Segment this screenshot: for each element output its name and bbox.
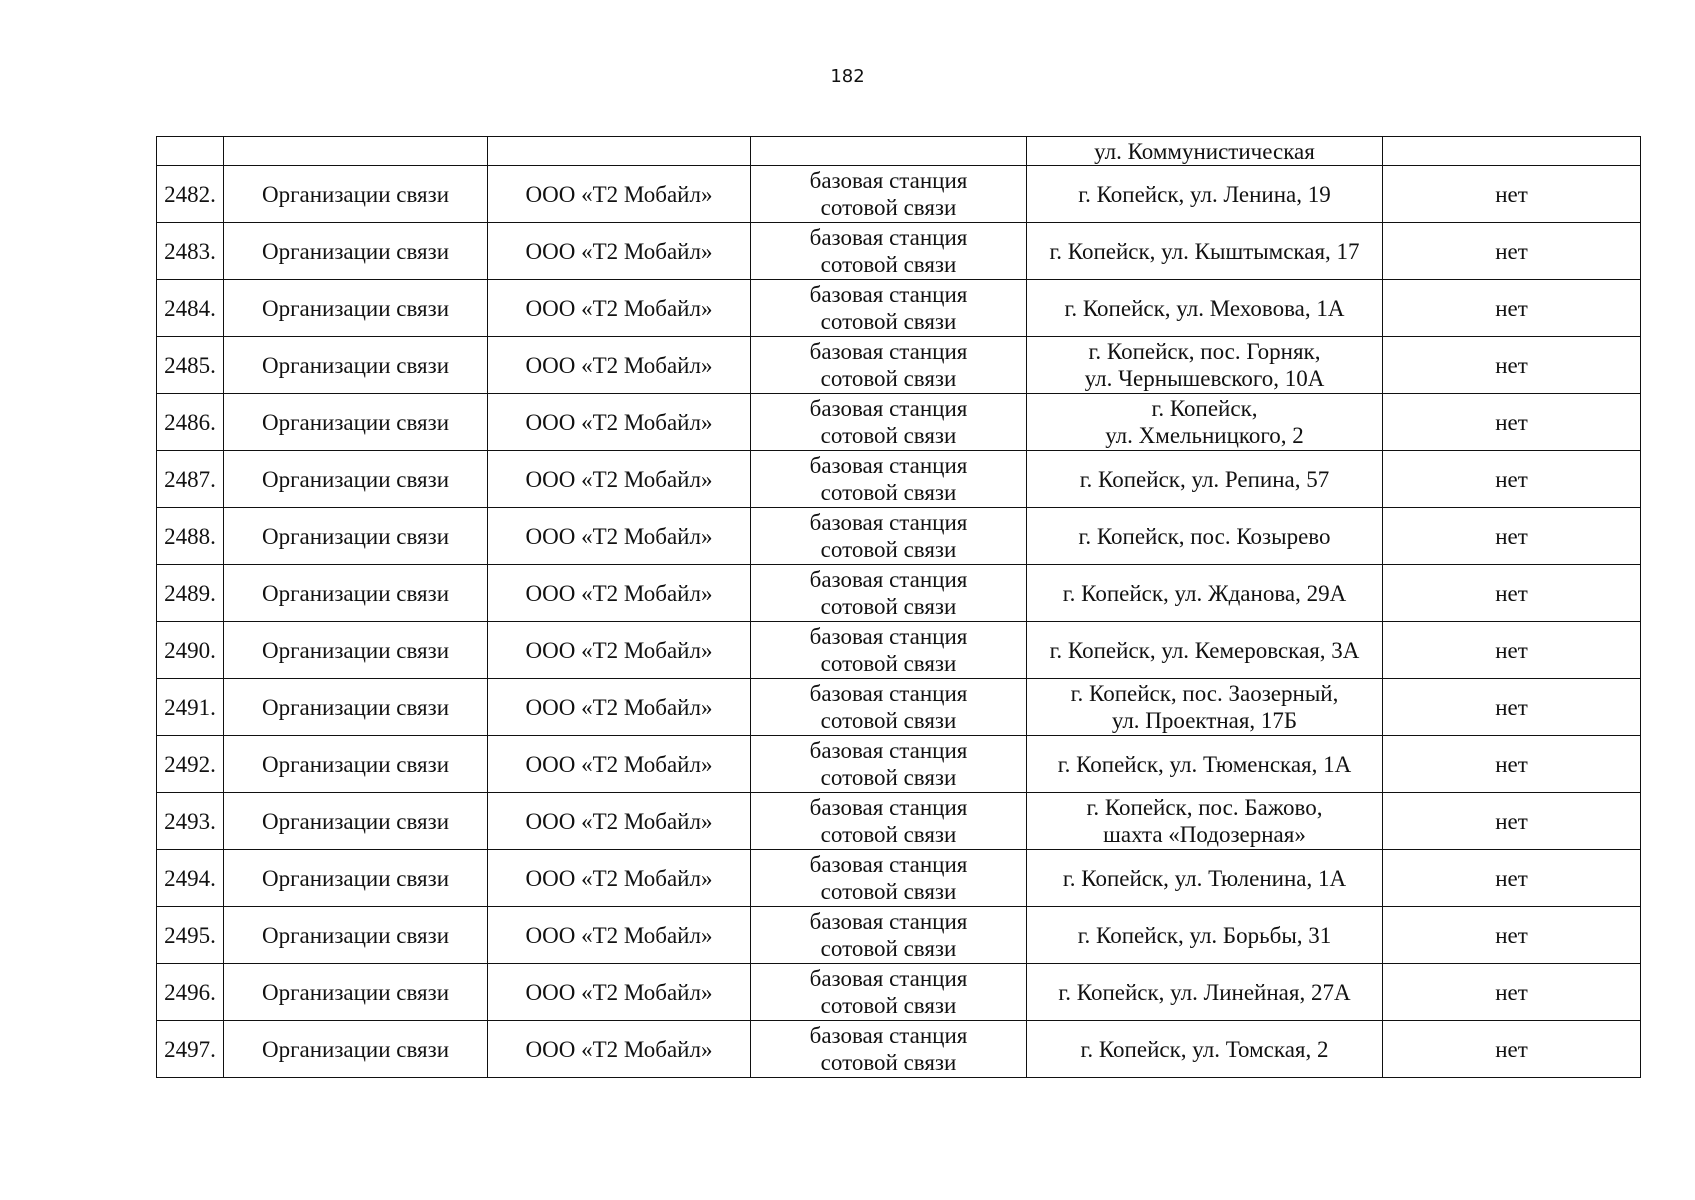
object-type-cell	[751, 793, 1027, 850]
table-row	[157, 622, 1641, 679]
category-cell: Организации связи	[224, 622, 488, 679]
address-cell	[1027, 223, 1383, 280]
address-line-1: г. Копейск, ул. Кемеровская, 3А	[1049, 637, 1360, 663]
row-number-cell: 2488.	[157, 508, 224, 565]
row-number-cell: 2491.	[157, 679, 224, 736]
address-line-1: г. Копейск, ул. Тюленина, 1А	[1062, 865, 1347, 891]
address-line-2: ул. Хмельницкого, 2	[1105, 423, 1304, 448]
status-cell: нет	[1383, 793, 1641, 850]
address-line-1: г. Копейск, пос. Горняк,	[1088, 339, 1321, 364]
status-cell: нет	[1383, 1021, 1641, 1078]
object-type-cell	[751, 451, 1027, 508]
category-cell: Организации связи	[224, 565, 488, 622]
object-type-cell	[751, 850, 1027, 907]
row-number-cell: 2492.	[157, 736, 224, 793]
address-cell	[1027, 394, 1383, 451]
address-line-2: шахта «Подозерная»	[1103, 822, 1306, 847]
address-line-1: г. Копейск, ул. Меховова, 1А	[1064, 295, 1345, 321]
object-type-cell	[751, 907, 1027, 964]
status-cell: нет	[1383, 622, 1641, 679]
object-type-line-1: базовая станция	[809, 396, 968, 421]
object-type-cell	[751, 622, 1027, 679]
address-cell	[1027, 337, 1383, 394]
category-cell: Организации связи	[224, 394, 488, 451]
address-line-2: ул. Чернышевского, 10А	[1084, 366, 1325, 391]
continuation-num-cell	[157, 137, 224, 166]
table-row	[157, 1021, 1641, 1078]
row-number-cell: 2486.	[157, 394, 224, 451]
category-cell: Организации связи	[224, 508, 488, 565]
organization-cell: ООО «Т2 Мобайл»	[488, 166, 751, 223]
table-row	[157, 679, 1641, 736]
status-cell: нет	[1383, 964, 1641, 1021]
object-type-line-2: сотовой связи	[820, 708, 957, 733]
row-number-cell: 2487.	[157, 451, 224, 508]
status-cell: нет	[1383, 508, 1641, 565]
address-cell	[1027, 565, 1383, 622]
status-cell: нет	[1383, 280, 1641, 337]
object-type-line-2: сотовой связи	[820, 423, 957, 448]
continuation-address-cell: ул. Коммунистическая	[1027, 137, 1383, 166]
address-cell	[1027, 508, 1383, 565]
object-type-line-1: базовая станция	[809, 852, 968, 877]
table-row	[157, 280, 1641, 337]
table-row	[157, 736, 1641, 793]
status-cell: нет	[1383, 850, 1641, 907]
address-line-1: г. Копейск, пос. Козырево	[1078, 523, 1331, 549]
object-type-line-1: базовая станция	[809, 510, 968, 535]
object-type-line-1: базовая станция	[809, 966, 968, 991]
category-cell: Организации связи	[224, 850, 488, 907]
object-type-cell	[751, 964, 1027, 1021]
address-line-1: г. Копейск, ул. Ленина, 19	[1078, 181, 1331, 207]
object-type-line-2: сотовой связи	[820, 480, 957, 505]
object-type-cell	[751, 337, 1027, 394]
continuation-object-cell	[751, 137, 1027, 166]
registry-table-body	[157, 137, 1641, 1078]
status-cell: нет	[1383, 907, 1641, 964]
category-cell: Организации связи	[224, 964, 488, 1021]
organization-cell: ООО «Т2 Мобайл»	[488, 508, 751, 565]
category-cell: Организации связи	[224, 280, 488, 337]
object-type-line-1: базовая станция	[809, 624, 968, 649]
address-line-1: г. Копейск, пос. Заозерный,	[1070, 681, 1339, 706]
continuation-status-cell	[1383, 137, 1641, 166]
row-number-cell: 2495.	[157, 907, 224, 964]
organization-cell: ООО «Т2 Мобайл»	[488, 451, 751, 508]
object-type-line-1: базовая станция	[809, 168, 968, 193]
row-number-cell: 2482.	[157, 166, 224, 223]
object-type-line-1: базовая станция	[809, 795, 968, 820]
object-type-cell	[751, 1021, 1027, 1078]
address-cell	[1027, 850, 1383, 907]
organization-cell: ООО «Т2 Мобайл»	[488, 280, 751, 337]
page-number: 182	[830, 66, 865, 87]
address-cell	[1027, 280, 1383, 337]
object-type-cell	[751, 223, 1027, 280]
row-number-cell: 2490.	[157, 622, 224, 679]
object-type-cell	[751, 736, 1027, 793]
row-number-cell: 2485.	[157, 337, 224, 394]
organization-cell: ООО «Т2 Мобайл»	[488, 793, 751, 850]
category-cell: Организации связи	[224, 451, 488, 508]
row-number-cell: 2493.	[157, 793, 224, 850]
organization-cell: ООО «Т2 Мобайл»	[488, 622, 751, 679]
continuation-row	[157, 137, 1641, 166]
category-cell: Организации связи	[224, 907, 488, 964]
object-type-cell	[751, 565, 1027, 622]
object-type-line-1: базовая станция	[809, 567, 968, 592]
table-row	[157, 451, 1641, 508]
organization-cell: ООО «Т2 Мобайл»	[488, 565, 751, 622]
table-row	[157, 508, 1641, 565]
address-line-1: г. Копейск, ул. Репина, 57	[1079, 466, 1330, 492]
object-type-line-2: сотовой связи	[820, 651, 957, 676]
address-line-1: г. Копейск, ул. Кыштымская, 17	[1049, 238, 1360, 264]
object-type-line-1: базовая станция	[809, 681, 968, 706]
address-cell	[1027, 964, 1383, 1021]
organization-cell: ООО «Т2 Мобайл»	[488, 679, 751, 736]
object-type-cell	[751, 166, 1027, 223]
address-line-1: г. Копейск, пос. Бажово,	[1086, 795, 1323, 820]
object-type-line-1: базовая станция	[809, 909, 968, 934]
status-cell: нет	[1383, 337, 1641, 394]
object-type-line-2: сотовой связи	[820, 366, 957, 391]
address-line-2: ул. Проектная, 17Б	[1111, 708, 1298, 733]
table-row	[157, 964, 1641, 1021]
address-cell	[1027, 451, 1383, 508]
status-cell: нет	[1383, 451, 1641, 508]
object-type-line-1: базовая станция	[809, 225, 968, 250]
category-cell: Организации связи	[224, 166, 488, 223]
category-cell: Организации связи	[224, 223, 488, 280]
organization-cell: ООО «Т2 Мобайл»	[488, 736, 751, 793]
row-number-cell: 2483.	[157, 223, 224, 280]
registry-table	[156, 136, 1641, 1078]
object-type-line-1: базовая станция	[809, 738, 968, 763]
address-cell	[1027, 622, 1383, 679]
continuation-organization-cell	[488, 137, 751, 166]
address-cell	[1027, 166, 1383, 223]
status-cell: нет	[1383, 736, 1641, 793]
organization-cell: ООО «Т2 Мобайл»	[488, 1021, 751, 1078]
row-number-cell: 2497.	[157, 1021, 224, 1078]
address-line-1: г. Копейск, ул. Томская, 2	[1080, 1036, 1329, 1062]
table-row	[157, 394, 1641, 451]
object-type-line-2: сотовой связи	[820, 822, 957, 847]
object-type-cell	[751, 508, 1027, 565]
table-row	[157, 223, 1641, 280]
object-type-cell	[751, 679, 1027, 736]
object-type-cell	[751, 394, 1027, 451]
object-type-line-2: сотовой связи	[820, 594, 957, 619]
address-cell	[1027, 736, 1383, 793]
object-type-line-2: сотовой связи	[820, 252, 957, 277]
category-cell: Организации связи	[224, 793, 488, 850]
status-cell: нет	[1383, 394, 1641, 451]
table-row	[157, 850, 1641, 907]
table-row	[157, 907, 1641, 964]
row-number-cell: 2484.	[157, 280, 224, 337]
object-type-line-2: сотовой связи	[820, 765, 957, 790]
object-type-line-2: сотовой связи	[820, 936, 957, 961]
address-line-1: г. Копейск, ул. Жданова, 29А	[1062, 580, 1347, 606]
object-type-line-1: базовая станция	[809, 282, 968, 307]
organization-cell: ООО «Т2 Мобайл»	[488, 223, 751, 280]
table-row	[157, 337, 1641, 394]
category-cell: Организации связи	[224, 736, 488, 793]
address-cell	[1027, 907, 1383, 964]
object-type-line-2: сотовой связи	[820, 879, 957, 904]
organization-cell: ООО «Т2 Мобайл»	[488, 850, 751, 907]
object-type-line-1: базовая станция	[809, 1023, 968, 1048]
object-type-line-2: сотовой связи	[820, 993, 957, 1018]
address-cell	[1027, 1021, 1383, 1078]
organization-cell: ООО «Т2 Мобайл»	[488, 337, 751, 394]
row-number-cell: 2494.	[157, 850, 224, 907]
status-cell: нет	[1383, 679, 1641, 736]
address-line-1: г. Копейск, ул. Тюменская, 1А	[1057, 751, 1352, 777]
category-cell: Организации связи	[224, 1021, 488, 1078]
object-type-line-2: сотовой связи	[820, 537, 957, 562]
row-number-cell: 2489.	[157, 565, 224, 622]
object-type-line-1: базовая станция	[809, 453, 968, 478]
object-type-cell	[751, 280, 1027, 337]
object-type-line-1: базовая станция	[809, 339, 968, 364]
organization-cell: ООО «Т2 Мобайл»	[488, 394, 751, 451]
table-row	[157, 565, 1641, 622]
organization-cell: ООО «Т2 Мобайл»	[488, 964, 751, 1021]
status-cell: нет	[1383, 223, 1641, 280]
object-type-line-2: сотовой связи	[820, 309, 957, 334]
continuation-category-cell	[224, 137, 488, 166]
object-type-line-2: сотовой связи	[820, 195, 957, 220]
status-cell: нет	[1383, 565, 1641, 622]
row-number-cell: 2496.	[157, 964, 224, 1021]
table-row	[157, 793, 1641, 850]
table-row	[157, 166, 1641, 223]
address-line-1: г. Копейск,	[1151, 396, 1258, 421]
object-type-line-2: сотовой связи	[820, 1050, 957, 1075]
address-cell	[1027, 793, 1383, 850]
address-cell	[1027, 679, 1383, 736]
organization-cell: ООО «Т2 Мобайл»	[488, 907, 751, 964]
category-cell: Организации связи	[224, 337, 488, 394]
category-cell: Организации связи	[224, 679, 488, 736]
address-line-1: г. Копейск, ул. Борьбы, 31	[1077, 922, 1332, 948]
status-cell: нет	[1383, 166, 1641, 223]
address-line-1: г. Копейск, ул. Линейная, 27А	[1058, 979, 1351, 1005]
